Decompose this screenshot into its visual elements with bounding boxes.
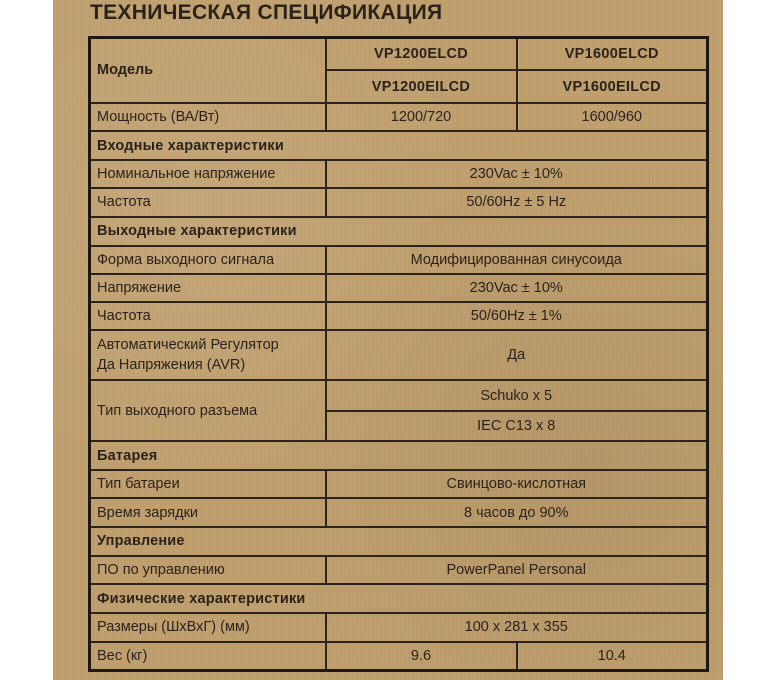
model-vp1600eilcd: VP1600EILCD	[517, 70, 708, 102]
weight-value-1600: 10.4	[517, 642, 708, 671]
software-value: PowerPanel Personal	[326, 556, 708, 584]
output-voltage-label: Напряжение	[90, 274, 326, 302]
section-physical-title: Физические характеристики	[90, 584, 708, 613]
charge-time-row	[90, 498, 708, 526]
output-voltage-row	[90, 274, 708, 302]
power-label: Мощность (ВА/Вт)	[90, 103, 326, 131]
outlet-schuko-value: Schuko x 5	[326, 380, 708, 410]
input-frequency-value: 50/60Hz ± 5 Hz	[326, 188, 708, 216]
model-vp1200elcd: VP1200ELCD	[326, 38, 517, 71]
section-output-title: Выходные характеристики	[90, 217, 708, 246]
input-voltage-label: Номинальное напряжение	[90, 160, 326, 188]
model-vp1200eilcd: VP1200EILCD	[326, 70, 517, 102]
output-waveform-row	[90, 246, 708, 274]
section-input-title: Входные характеристики	[90, 131, 708, 160]
output-waveform-value: Модифицированная синусоида	[326, 246, 708, 274]
avr-label-line-2: Да Напряжения (AVR)	[97, 357, 246, 374]
software-label: ПО по управлению	[90, 556, 326, 584]
charge-time-value: 8 часов до 90%	[326, 498, 708, 526]
outlet-iec-value: IEC C13 x 8	[326, 411, 708, 441]
battery-type-row	[90, 470, 708, 498]
input-frequency-label: Частота	[90, 188, 326, 216]
model-vp1600elcd: VP1600ELCD	[517, 38, 708, 71]
outlet-row-1	[90, 380, 708, 410]
section-management-title: Управление	[90, 527, 708, 556]
output-waveform-label: Форма выходного сигнала	[90, 246, 326, 274]
weight-row	[90, 642, 708, 671]
weight-value-1200: 9.6	[326, 642, 517, 671]
weight-label: Вес (кг)	[90, 642, 326, 671]
avr-row	[90, 330, 708, 380]
battery-type-label: Тип батареи	[90, 470, 326, 498]
charge-time-label: Время зарядки	[90, 498, 326, 526]
dimensions-label: Размеры (ШхВхГ) (мм)	[90, 613, 326, 641]
dimensions-value: 100 x 281 x 355	[326, 613, 708, 641]
avr-label	[90, 330, 326, 380]
page-title: ТЕХНИЧЕСКАЯ СПЕЦИФИКАЦИЯ	[90, 1, 443, 24]
input-frequency-row	[90, 188, 708, 216]
output-frequency-value: 50/60Hz ± 1%	[326, 302, 708, 330]
power-row	[90, 103, 708, 131]
software-row	[90, 556, 708, 584]
output-voltage-value: 230Vac ± 10%	[326, 274, 708, 302]
section-management	[90, 527, 708, 556]
output-frequency-row	[90, 302, 708, 330]
avr-value: Да	[326, 330, 708, 380]
section-input	[90, 131, 708, 160]
input-voltage-value: 230Vac ± 10%	[326, 160, 708, 188]
dimensions-row	[90, 613, 708, 641]
outlet-type-label: Тип выходного разъема	[90, 380, 326, 441]
section-battery-title: Батарея	[90, 441, 708, 470]
model-label: Модель	[90, 38, 326, 103]
power-value-1200: 1200/720	[326, 103, 517, 131]
model-row-1	[90, 38, 708, 71]
section-output	[90, 217, 708, 246]
power-value-1600: 1600/960	[517, 103, 708, 131]
section-physical	[90, 584, 708, 613]
output-frequency-label: Частота	[90, 302, 326, 330]
avr-label-line-1: Автоматический Регулятор	[97, 337, 279, 354]
battery-type-value: Свинцово-кислотная	[326, 470, 708, 498]
spec-table	[88, 36, 709, 672]
section-battery	[90, 441, 708, 470]
input-voltage-row	[90, 160, 708, 188]
